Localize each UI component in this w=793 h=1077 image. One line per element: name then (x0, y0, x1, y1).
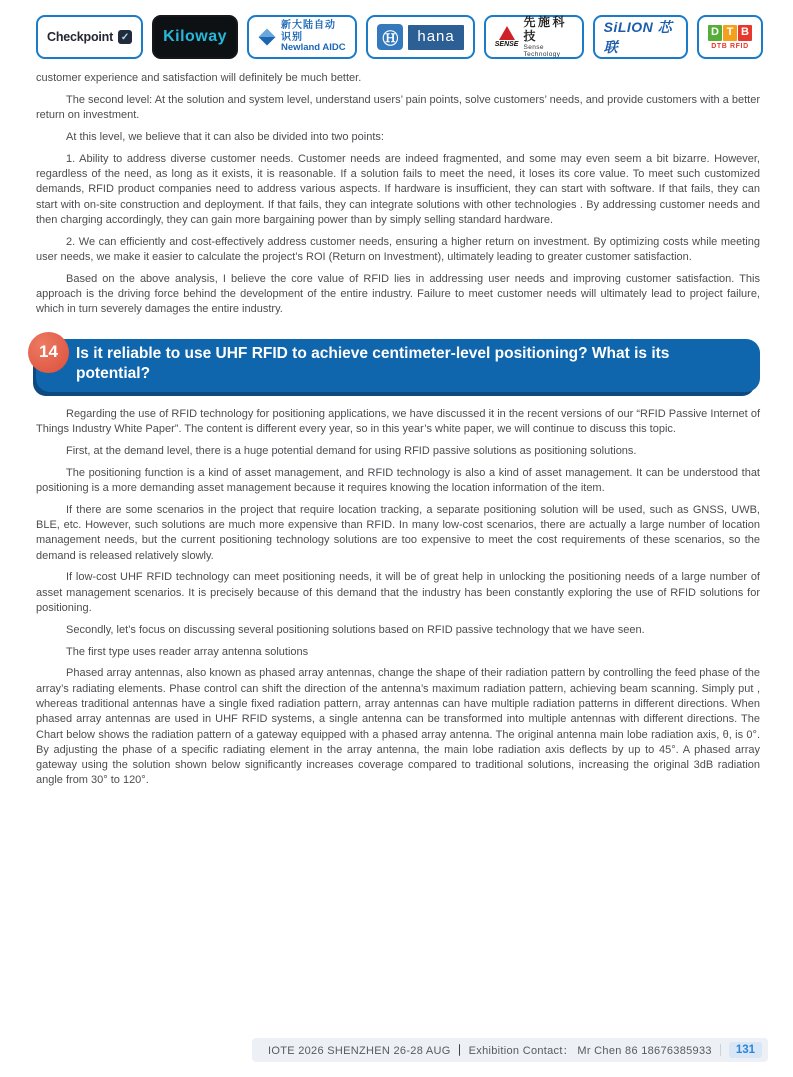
logo-checkpoint (36, 15, 143, 59)
checkpoint-wordmark: Checkpoint (47, 30, 114, 44)
paragraph: First, at the demand level, there is a huge potential demand for using RFID passive solutions as positioning solutions. (66, 444, 637, 457)
paragraph: At this level, we believe that it can also be divided into two points: (66, 130, 384, 143)
paragraph: The first type uses reader array antenna solutions (66, 645, 309, 658)
question-banner (36, 339, 760, 392)
dtb-letter-d: D (708, 25, 722, 41)
paragraph: If there are some scenarios in the project that require location tracking, a separate positioning solution will be used, such as GNSS, UWB, BLE, etc. However, such solutions are much more expensive than RFID. In many low-cost scenarios, there are actually a large number of location management needs, but the current positioning technology solutions are too expensive to meet the cost requirements of these scenarios, so the demand is released relatively slowly. (36, 503, 760, 562)
logo-sense-technology (484, 15, 584, 59)
paragraph: The second level: At the solution and system level, understand users’ pain points, solve customers’ needs, and provide customers with a better return on investment. (36, 93, 760, 122)
paragraph: Based on the above analysis, I believe the core value of RFID lies in addressing user needs and improving customer satisfaction. This approach is the driving force behind the development of the entire industry. Failure to meet customer needs will ultimately lead to project failure, which in turn severely damages the entire industry. (36, 272, 760, 316)
newland-diamond-icon (259, 29, 276, 46)
dtb-letter-t: T (723, 25, 737, 41)
question-banner-bar (36, 339, 760, 392)
logo-silion (593, 15, 688, 59)
sense-en-text: Sense Technology (523, 43, 561, 59)
logo-newland-aidc (247, 15, 357, 59)
paragraph: If low-cost UHF RFID technology can meet positioning needs, it will be of great help in unlocking the positioning needs of a large number of asset management scenarios. It is precisely because of this demand that the industry has been constantly exploring the use of RFID solutions for positioning. (36, 571, 760, 614)
dtb-caption: DTB RFID (711, 42, 749, 50)
paragraph: Regarding the use of RFID technology for positioning applications, we have discussed it in the recent versions of our “RFID Passive Internet of Things Industry White Paper”. The content is different every year, so in this year’s white paper, we will continue to discuss this topic. (36, 407, 760, 435)
logo-hana (366, 15, 474, 59)
sense-triangle-icon (499, 26, 515, 40)
answer-section (36, 407, 760, 789)
checkpoint-check-icon: ✓ (118, 30, 132, 44)
hana-h-icon: Ⓗ (377, 24, 403, 50)
logo-kiloway (152, 15, 238, 59)
paragraph: 2. We can efficiently and cost-effectively address customer needs, ensuring a higher return on investment. By optimizing costs while meeting user needs, we make it easier to calculate the project’s ROI (Return on Investment), ultimately leading to greater customer satisfaction. (36, 235, 760, 263)
footer-divider (720, 1044, 721, 1056)
paragraph: Phased array antennas, also known as phased array antennas, change the shape of their radiation pattern by controlling the feed phase of the array’s radiating elements. Phase control can shift the direction of the antenna’s maximum radiation pattern, achieving beam scanning. Simply put , whereas traditional antennas have a single fixed radiation pattern, array antennas can have multiple radiation patterns in different directions. When phased array antennas are used in UHF RFID systems, a single antenna can be transformed into multiple antennas with different directions. The Chart below shows the radiation pattern of a gateway equipped with a phased array antenna. The original antenna main lobe radiation axis, θ, is 0°. By adjusting the phase of a specific radiating element in the array antenna, the main lobe radiation axis deflects by up to 45°. A phased array gateway using the solution shown below significantly increases coverage compared to traditional solutions, increasing the original 3dB radiation angle from 30° to 120°. (36, 667, 760, 787)
dtb-letter-b: B (738, 25, 752, 41)
footer-event-text: IOTE 2026 SHENZHEN 26-28 AUG (267, 1045, 451, 1057)
paragraph: Secondly, let’s focus on discussing several positioning solutions based on RFID passive technology that we have seen. (66, 623, 645, 636)
footer-contact-value: Mr Chen 86 18676385933 (577, 1045, 712, 1057)
hana-wordmark: hana (408, 25, 463, 50)
newland-cn-text: 新大陆自动识别 (281, 20, 337, 43)
sense-cn-text: 先施科技 (523, 14, 567, 44)
page-number-badge: 131 (729, 1042, 762, 1058)
sponsor-logo-bar (36, 15, 763, 59)
kiloway-wordmark: Kiloway (163, 28, 228, 45)
page-footer (252, 1038, 768, 1062)
footer-contact-label: Exhibition Contact： (468, 1045, 575, 1057)
newland-en-text: Newland AIDC (281, 42, 346, 54)
sense-mark-text: SENSE (494, 41, 519, 48)
page-content (36, 71, 760, 795)
question-number-badge: 14 (28, 332, 69, 373)
footer-separator: ｜ (453, 1045, 466, 1057)
paragraph: customer experience and satisfaction will definitely be much better. (36, 72, 362, 84)
paragraph: The positioning function is a kind of asset management, and RFID technology is also a kind of asset management. It can be understood that positioning is a more demanding asset management because it requires knowing the location information of the item. (36, 466, 760, 494)
question-title: Is it reliable to use UHF RFID to achieve centimeter-level positioning? What is its potential? (76, 344, 670, 383)
paragraph: 1. Ability to address diverse customer needs. Customer needs are indeed fragmented, and some may even seem a bit bizarre. However, regardless of the need, as long as it exists, it is reasonable. If a solution fails to meet the need, it loses its core value. To meet such customized demands, RFID product companies need to address various aspects. If hardware is insufficient, they can start with software. If that fails, they can start with on-site construction and deployment. If that fails, they can integrate solutions with other technologies . By addressing customer needs and then charging accordingly, they can gain more bargaining power than by simply selling standard hardware. (36, 152, 760, 226)
silion-wordmark: SiLION 芯联 (603, 19, 673, 55)
logo-dtb-rfid (697, 15, 763, 59)
intro-section (36, 71, 760, 318)
